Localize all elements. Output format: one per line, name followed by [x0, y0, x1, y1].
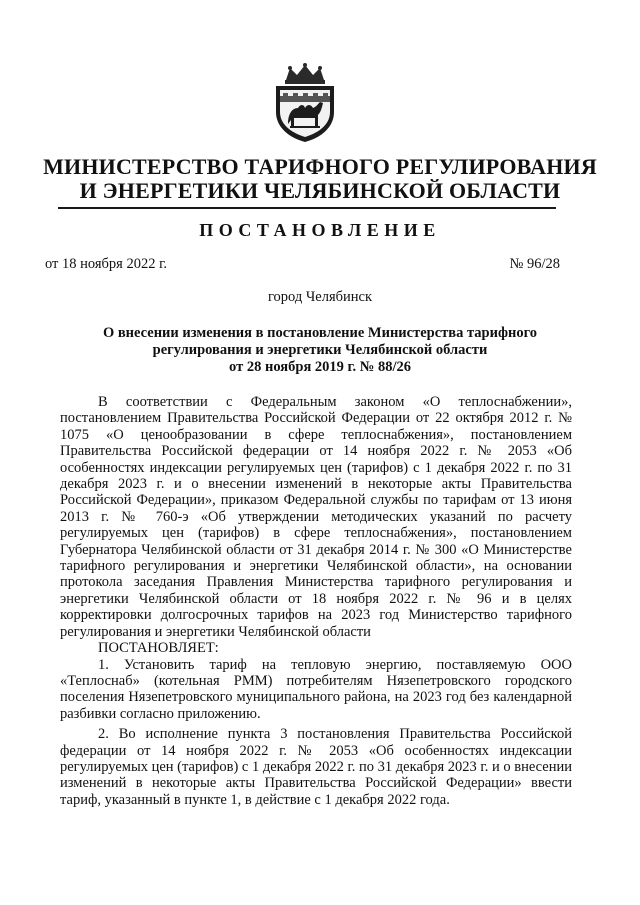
document-title	[80, 325, 560, 376]
document-number: № 96/28	[509, 256, 560, 272]
title-line: от 28 ноября 2019 г. № 88/26	[229, 359, 411, 375]
preamble-paragraph: В соответствии с Федеральным законом «О теплоснабжении», постановлением Правительства Российской Федерации от 22 октября 2012 г. № 1075 «О ценообразовании в сфере теплоснабжения», постановлением Правительства Российской федерации от 14 ноября 2022 г. № 2053 «Об особенностях индексации регулируемых цен (тарифов) с 1 декабря 2022 г. по 31 декабря 2023 г. и о внесении изменений в некоторые акты Правительства Российской Федерации», приказом Федеральной службы по тарифам от 13 июня 2013 г. № 760-э «Об утверждении методических указаний по расчету регулируемых цен (тарифов) в сфере теплоснабжения», постановлением Губернатора Челябинской области от 31 декабря 2014 г. № 300 «О Министерстве тарифного регулирования и энергетики Челябинской области», на основании протокола заседания Правления Министерства тарифного регулирования и энергетики Челябинской области от 18 ноября 2022 г. № 96 и в целях корректировки долгосрочных тарифов на 2023 год Министерство тарифного регулирования и энергетики Челябинской области	[60, 394, 572, 640]
document-date: от 18 ноября 2022 г.	[45, 256, 168, 272]
document-type: ПОСТАНОВЛЕНИЕ	[199, 220, 441, 240]
resolves-heading: ПОСТАНОВЛЯЕТ:	[98, 640, 219, 657]
ministry-name-line-2: И ЭНЕРГЕТИКИ ЧЕЛЯБИНСКОЙ ОБЛАСТИ	[79, 178, 561, 203]
document-body	[60, 394, 572, 808]
item-1-paragraph: 1. Установить тариф на тепловую энергию, поставляемую ООО «Теплоснаб» (котельная РММ) потребителям Нязепетровского городского поселения Нязепетровского муниципального района, на 2023 год без календарной разбивки согласно приложению.	[60, 656, 572, 722]
ministry-name-line-1: МИНИСТЕРСТВО ТАРИФНОГО РЕГУЛИРОВАНИЯ	[43, 154, 597, 179]
document-city: город Челябинск	[267, 289, 373, 305]
title-line: О внесении изменения в постановление Министерства тарифного	[102, 325, 538, 341]
item-2-paragraph: 2. Во исполнение пункта 3 постановления Правительства Российской федерации от 14 ноября 2022 г. № 2053 «Об особенностях индексации регулируемых цен (тарифов) с 1 декабря 2022 г. по 31 декабря 2023 г. и о внесении изменений в некоторые акты Правительства Российской Федерации» ввести тариф, указанный в пункте 1, в действие с 1 декабря 2022 года.	[60, 726, 572, 808]
header-divider	[58, 207, 556, 209]
chelyabinsk-coat-of-arms-icon	[270, 62, 340, 144]
title-line: регулирования и энергетики Челябинской области	[152, 342, 488, 358]
